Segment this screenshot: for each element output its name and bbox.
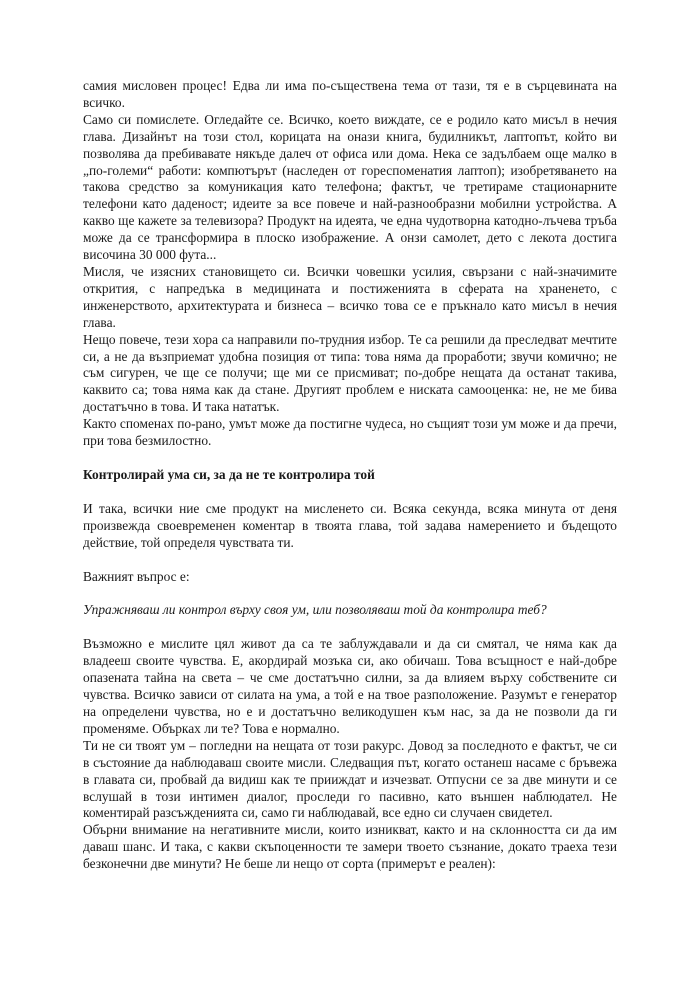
- spacer: [83, 450, 617, 467]
- spacer: [83, 552, 617, 569]
- spacer: [83, 585, 617, 602]
- paragraph: Мисля, че изясних становището си. Всички човешки усилия, свързани с най-значимите открития, с напредъка в медицината и постиженията в сферата на храненето, с инженерството, архитектурата и бизнеса – всичко това се е пръкнало като мисъл в нечия глава.: [83, 263, 617, 330]
- paragraph: Само си помислете. Огледайте се. Всичко, което виждате, се е родило като мисъл в нечия глава. Дизайнът на този стол, корицата на онази книга, будилникът, лаптопът, който ви позволява да пребивавате някъде далеч от офиса или дома. Нека се задълбаем още малко в „по-големи“ работи: компютърът (наследен от гореспоменатия лаптоп); изобретяването на такова средство за комуникация като телефона; фактът, че третираме стационарните телефони като даденост; идеите за все повече и най-разнообразни мобилни устройства. А какво ще кажете за телевизора? Продукт на идеята, че една чудотворна катодно-лъчева тръба може да се трансформира в плоско изображение. А онзи самолет, дето с лекота достига височина 30 000 фута...: [83, 111, 617, 263]
- paragraph: Обърни внимание на негативните мисли, които изникват, както и на склонността си да им даваш шанс. И така, с какви скъпоценности те замери твоето съзнание, докато траеха тези безконечни две минути? Не беше ли нещо от сорта (примерът е реален):: [83, 822, 617, 872]
- paragraph: И така, всички ние сме продукт на мисленето си. Всяка секунда, всяка минута от деня произвежда своевременен коментар в твоята глава, той задава намерението и бъдещото действие, той определя чувствата ти.: [83, 500, 617, 550]
- section-heading: Контролирай ума си, за да не те контролира той: [83, 466, 375, 482]
- paragraph: самия мисловен процес! Едва ли има по-съществена тема от тази, тя е в сърцевината на всичко.: [83, 78, 617, 110]
- spacer: [83, 619, 617, 636]
- paragraph: Възможно е мислите цял живот да са те заблуждавали и да си смятал, че няма как да владееш своите чувства. Е, акордирай мозъка си, ако обичаш. Това всъщност е най-добре опазената тайна на света – че сме достатъчно силни, за да влияем върху собствените си чувства. Всичко зависи от силата на ума, а той е на твое разположение. Разумът е генератор на определени чувства, но е и достатъчно великодушен към нас, за да не позволи да ги променяме. Обърках ли те? Това е нормално.: [83, 636, 617, 736]
- paragraph: Нещо повече, тези хора са направили по-трудния избор. Те са решили да преследват мечтите си, а не да възприемат удобна позиция от типа: това няма да проработи; звучи комично; не съм сигурен, че ще се получи; ще ми се присмиват; по-добре нещата да останат такива, каквито са; това няма как да стане. Другият проблем е ниската самооценка: не, не ме бива достатъчно в това. И така нататък.: [83, 331, 617, 415]
- paragraph: Важният въпрос е:: [83, 568, 190, 584]
- paragraph: Ти не си твоят ум – погледни на нещата от този ракурс. Довод за последното е фактът, че си в състояние да наблюдаваш своите мисли. Следващия път, когато останеш насаме с бръвежа в главата си, пробвай да видиш как те прииждат и изчезват. Отпусни се за две минути и се вслушай в този интимен диалог, проследи го пасивно, като външен наблюдател. Не коментирай разсъжденията си, само ги наблюдавай, все едно си случаен свидетел.: [83, 737, 617, 821]
- italic-question: Упражняваш ли контрол върху своя ум, или позволяваш той да контролира теб?: [83, 602, 547, 618]
- paragraph: Както споменах по-рано, умът може да постигне чудеса, но същият този ум може и да пречи, при това безмилостно.: [83, 416, 617, 449]
- spacer: [83, 484, 617, 501]
